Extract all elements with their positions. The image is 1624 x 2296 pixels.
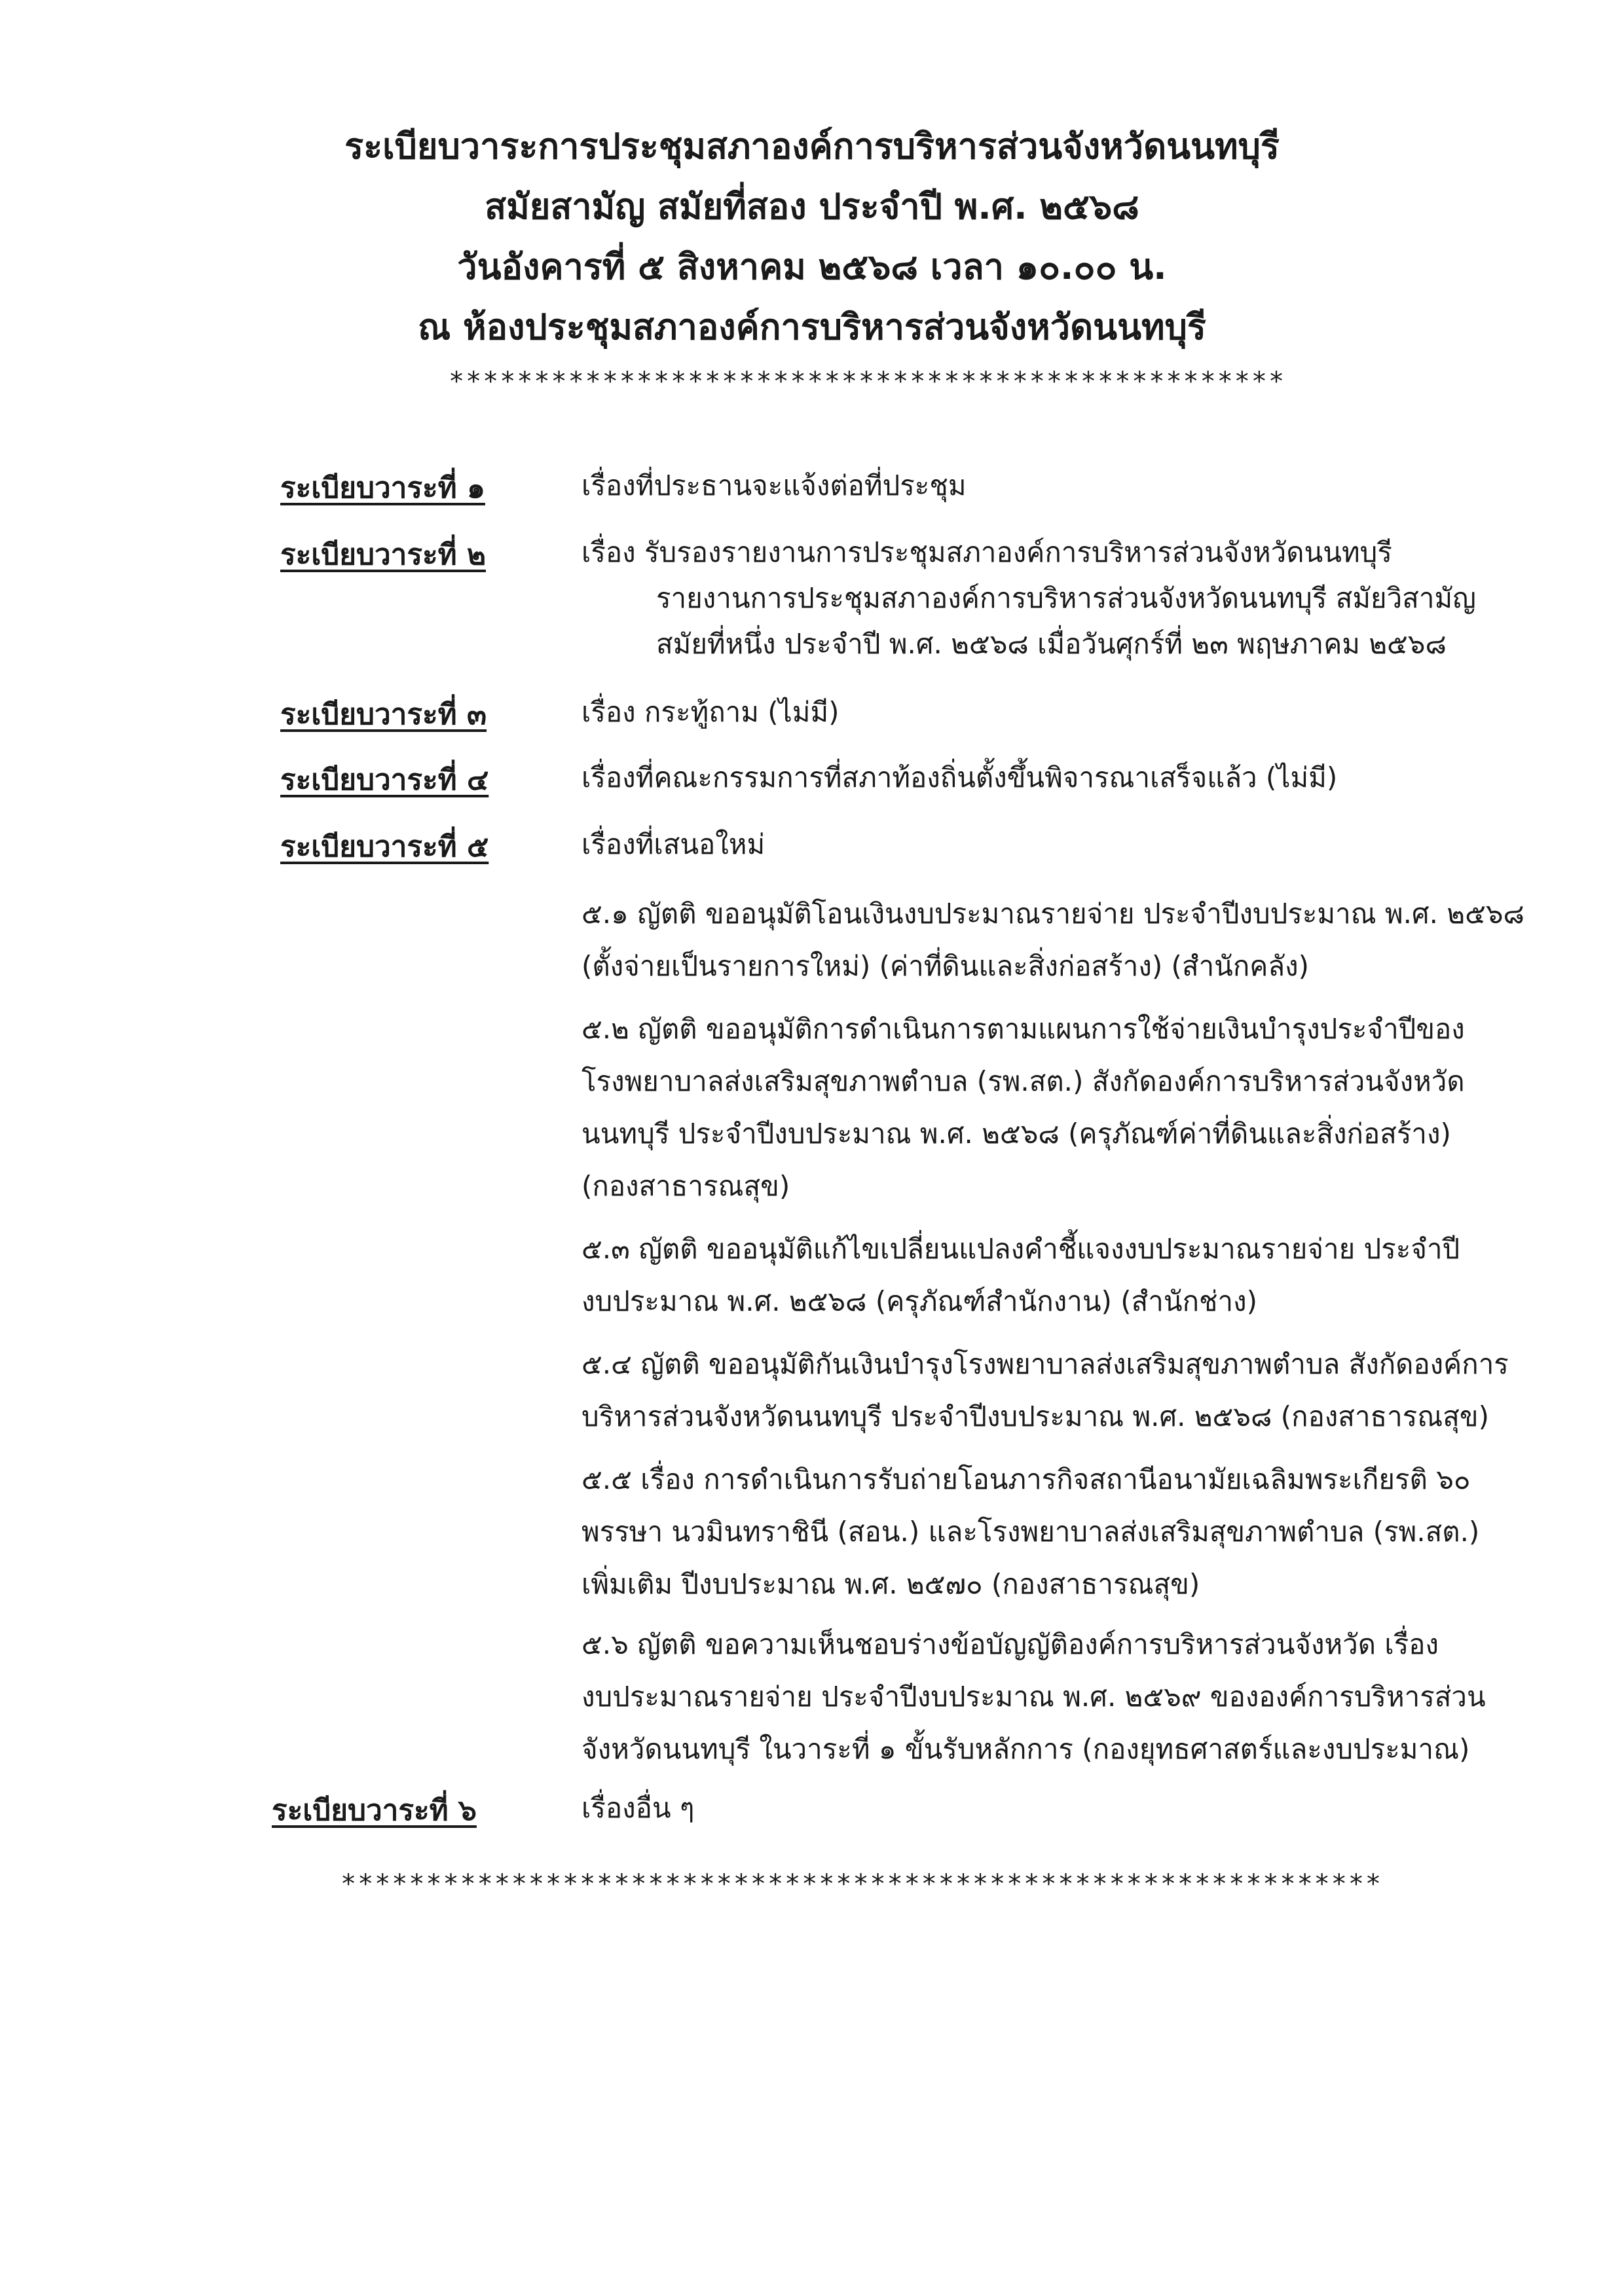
header-title-line-2: สมัยสามัญ สมัยที่สอง ประจำปี พ.ศ. ๒๕๖๘ <box>485 186 1139 227</box>
agenda-3-label: ระเบียบวาระที่ ๓ <box>280 698 487 731</box>
agenda-1-label: ระเบียบวาระที่ ๑ <box>280 471 485 505</box>
sub-item-5-2-line-2: โรงพยาบาลส่งเสริมสุขภาพตำบล (รพ.สต.) สังกัดองค์การบริหารส่วนจังหวัด <box>581 1065 1465 1097</box>
document-header <box>0 117 1624 357</box>
sub-item-5-4 <box>581 1338 1509 1443</box>
sub-item-5-2-line-1: ๕.๒ ญัตติ ขออนุมัติการดำเนินการตามแผนการใช้จ่ายเงินบำรุงประจำปีของ <box>581 1013 1465 1045</box>
agenda-2-continuation-2: สมัยที่หนึ่ง ประจำปี พ.ศ. ๒๕๖๘ เมื่อวันศุกร์ที่ ๒๓ พฤษภาคม ๒๕๖๘ <box>656 628 1447 660</box>
sub-item-5-1-line-1: ๕.๑ ญัตติ ขออนุมัติโอนเงินงบประมาณรายจ่าย ประจำปีงบประมาณ พ.ศ. ๒๕๖๘ <box>581 898 1524 930</box>
agenda-2-continuation-1: รายงานการประชุมสภาองค์การบริหารส่วนจังหวัดนนทบุรี สมัยวิสามัญ <box>656 582 1476 614</box>
sub-item-5-2-line-4: (กองสาธารณสุข) <box>581 1170 790 1202</box>
header-title-line-1: ระเบียบวาระการประชุมสภาองค์การบริหารส่วนจังหวัดนนทบุรี <box>344 126 1280 167</box>
agenda-6-label: ระเบียบวาระที่ ๖ <box>272 1794 477 1827</box>
agenda-3-text: เรื่อง กระทู้ถาม (ไม่มี) <box>581 696 840 728</box>
top-separator: ************************************************* <box>449 367 1286 397</box>
bottom-separator: ************************************************************* <box>341 1869 1383 1899</box>
sub-item-5-1-line-2: (ตั้งจ่ายเป็นรายการใหม่) (ค่าที่ดินและสิ่งก่อสร้าง) (สำนักคลัง) <box>581 950 1310 982</box>
sub-item-5-3-line-2: งบประมาณ พ.ศ. ๒๕๖๘ (ครุภัณฑ์สำนักงาน) (สำนักช่าง) <box>581 1285 1257 1317</box>
agenda-5-label: ระเบียบวาระที่ ๕ <box>280 830 489 864</box>
header-date-line: วันอังคารที่ ๕ สิงหาคม ๒๕๖๘ เวลา ๑๐.๐๐ น. <box>457 246 1167 287</box>
agenda-1-text: เรื่องที่ประธานจะแจ้งต่อที่ประชุม <box>581 469 967 501</box>
sub-item-5-5-line-1: ๕.๕ เรื่อง การดำเนินการรับถ่ายโอนภารกิจสถานีอนามัยเฉลิมพระเกียรติ ๖๐ <box>581 1463 1471 1495</box>
sub-item-5-2 <box>581 1003 1465 1212</box>
agenda-2-label: ระเบียบวาระที่ ๒ <box>280 538 486 572</box>
agenda-4-label: ระเบียบวาระที่ ๔ <box>280 763 489 797</box>
sub-item-5-6 <box>581 1618 1486 1776</box>
sub-item-5-2-line-3: นนทบุรี ประจำปีงบประมาณ พ.ศ. ๒๕๖๘ (ครุภัณฑ์ค่าที่ดินและสิ่งก่อสร้าง) <box>581 1118 1451 1150</box>
sub-item-5-5 <box>581 1453 1479 1611</box>
agenda-6-text: เรื่องอื่น ๆ <box>581 1792 695 1824</box>
agenda-2-text: เรื่อง รับรองรายงานการประชุมสภาองค์การบริหารส่วนจังหวัดนนทบุรี <box>581 536 1392 568</box>
sub-item-5-1 <box>581 888 1524 993</box>
sub-item-5-6-line-3: จังหวัดนนทบุรี ในวาระที่ ๑ ขั้นรับหลักการ (กองยุทธศาสตร์และงบประมาณ) <box>581 1733 1470 1765</box>
sub-item-5-5-line-3: เพิ่มเติม ปีงบประมาณ พ.ศ. ๒๕๗๐ (กองสาธารณสุข) <box>581 1568 1200 1600</box>
sub-item-5-4-line-1: ๕.๔ ญัตติ ขออนุมัติกันเงินบำรุงโรงพยาบาลส่งเสริมสุขภาพตำบล สังกัดองค์การ <box>581 1348 1509 1380</box>
sub-item-5-3-line-1: ๕.๓ ญัตติ ขออนุมัติแก้ไขเปลี่ยนแปลงคำชี้แจงงบประมาณรายจ่าย ประจำปี <box>581 1233 1460 1265</box>
header-location-line: ณ ห้องประชุมสภาองค์การบริหารส่วนจังหวัดนนทบุรี <box>418 306 1206 348</box>
sub-item-5-6-line-1: ๕.๖ ญัตติ ขอความเห็นชอบร่างข้อบัญญัติองค์การบริหารส่วนจังหวัด เรื่อง <box>581 1628 1439 1660</box>
agenda-5-text: เรื่องที่เสนอใหม่ <box>581 828 766 860</box>
agenda-4-text: เรื่องที่คณะกรรมการที่สภาท้องถิ่นตั้งขึ้นพิจารณาเสร็จแล้ว (ไม่มี) <box>581 761 1338 793</box>
sub-item-5-3 <box>581 1223 1460 1328</box>
sub-item-5-5-line-2: พรรษา นวมินทราชินี (สอน.) และโรงพยาบาลส่งเสริมสุขภาพตำบล (รพ.สต.) <box>581 1516 1480 1548</box>
sub-item-5-4-line-2: บริหารส่วนจังหวัดนนทบุรี ประจำปีงบประมาณ พ.ศ. ๒๕๖๘ (กองสาธารณสุข) <box>581 1400 1489 1432</box>
sub-item-5-6-line-2: งบประมาณรายจ่าย ประจำปีงบประมาณ พ.ศ. ๒๕๖๙ ขององค์การบริหารส่วน <box>581 1681 1486 1713</box>
